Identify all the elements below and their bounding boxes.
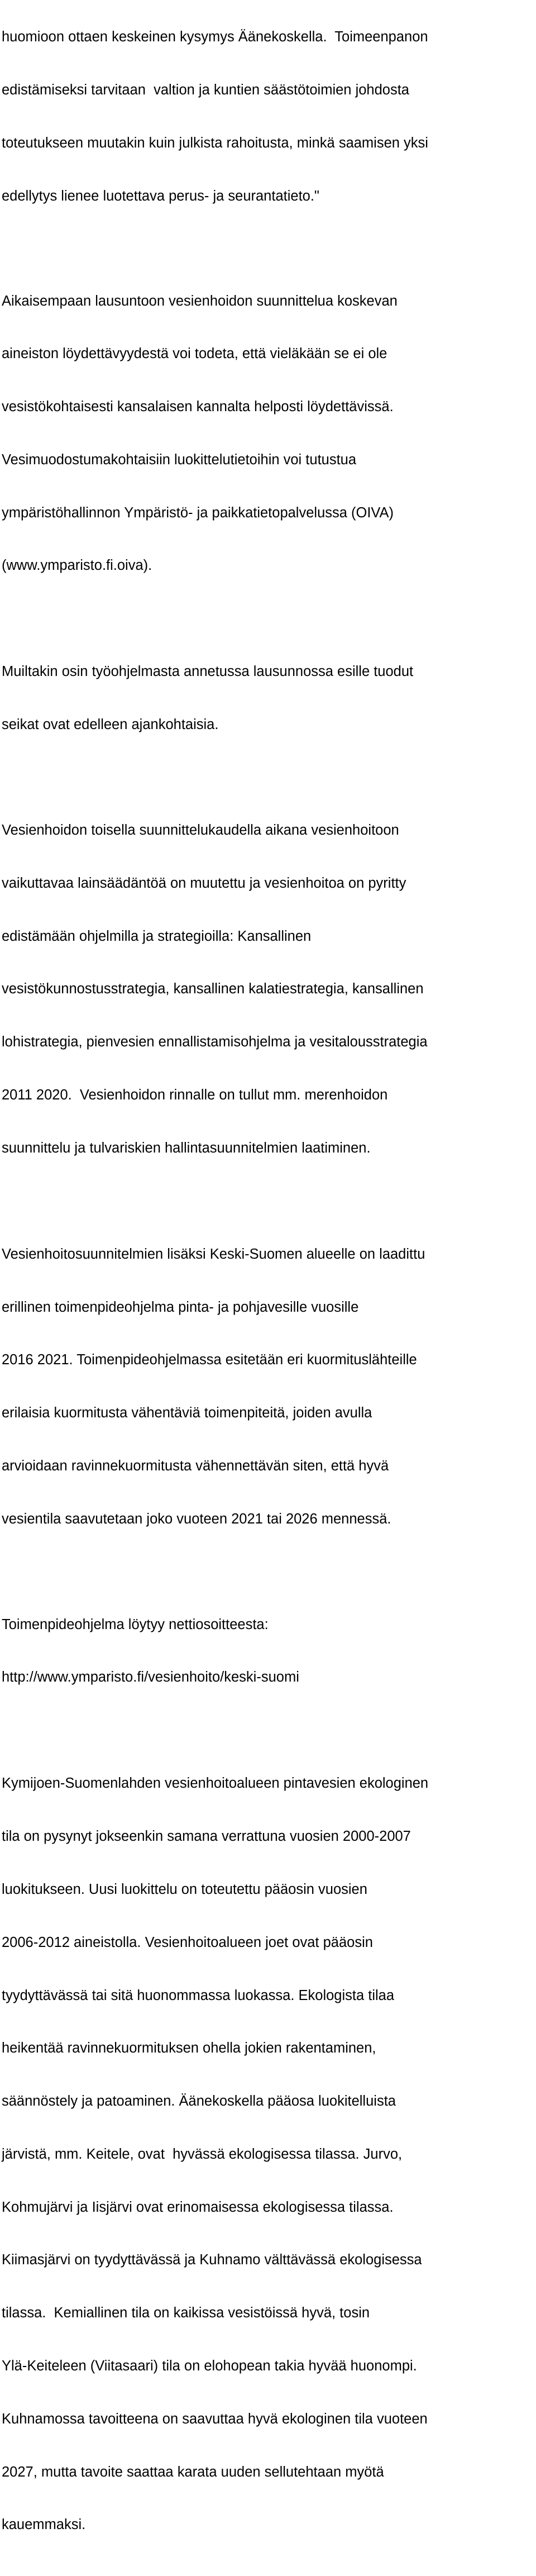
text-line: Kymijoen-Suomenlahden vesienhoitoalueen pintavesien ekologinen	[2, 1775, 429, 1792]
text-line: huomioon ottaen keskeinen kysymys Äänekoskella. Toimeenpanon	[2, 29, 428, 45]
text-line: vaikuttavaa lainsäädäntöä on muutettu ja vesienhoitoa on pyritty	[2, 875, 406, 891]
text-line: säännöstely ja patoaminen. Äänekoskella pääosa luokitelluista	[2, 2093, 396, 2110]
text-line: Vesienhoidon toisella suunnittelukaudella aikana vesienhoitoon	[2, 822, 399, 839]
text-line: 2006-2012 aineistolla. Vesienhoitoalueen joet ovat pääosin	[2, 1934, 373, 1950]
text-line: toteutukseen muutakin kuin julkista rahoitusta, minkä saamisen yksi	[2, 135, 428, 151]
text-line: 2016 2021. Toimenpideohjelmassa esitetään eri kuormituslähteille	[2, 1352, 417, 1368]
text-line: vesientila saavutetaan joko vuoteen 2021 tai 2026 mennessä.	[2, 1511, 391, 1527]
text-line: erillinen toimenpideohjelma pinta- ja pohjavesille vuosille	[2, 1299, 359, 1315]
text-line: lohistrategia, pienvesien ennallistamisohjelma ja vesitalousstrategia	[2, 1034, 428, 1050]
text-line: ympäristöhallinnon Ympäristö- ja paikkatietopalvelussa (OIVA)	[2, 504, 394, 521]
text-line: tila on pysynyt jokseenkin samana verrattuna vuosien 2000-2007	[2, 1829, 411, 1845]
text-line: Vesienhoitosuunnitelmien lisäksi Keski-Suomen alueelle on laadittu	[2, 1246, 425, 1262]
text-line: 2011 2020. Vesienhoidon rinnalle on tullut mm. merenhoidon	[2, 1087, 388, 1103]
text-line: tilassa. Kemiallinen tila on kaikissa vesistöissä hyvä, tosin	[2, 2305, 370, 2321]
paragraph-implementation-funding	[2, 0, 536, 240]
paragraph-action-programme	[2, 1211, 536, 1564]
text-line: Kiimasjärvi on tyydyttävässä ja Kuhnamo välttävässä ekologisessa	[2, 2252, 422, 2268]
text-line: erilaisia kuormitusta vähentäviä toimenpiteitä, joiden avulla	[2, 1405, 372, 1421]
text-line: edistämään ohjelmilla ja strategioilla: Kansallinen	[2, 928, 312, 944]
text-line: Ylä-Keiteleen (Viitasaari) tila on elohopean takia hyvää huonompi.	[2, 2358, 417, 2374]
text-line: seikat ovat edelleen ajankohtaisia.	[2, 717, 219, 733]
paragraph-programme-url	[2, 1580, 536, 1722]
text-line: 2027, mutta tavoite saattaa karata uuden sellutehtaan myötä	[2, 2464, 384, 2480]
text-line: tyydyttävässä tai sitä huonommassa luokassa. Ekologista tilaa	[2, 1987, 395, 2003]
text-line: suunnittelu ja tulvariskien hallintasuunnitelmien laatiminen.	[2, 1140, 371, 1156]
text-line: Aikaisempaan lausuntoon vesienhoidon suunnittelua koskevan	[2, 293, 398, 309]
paragraph-other-points	[2, 628, 536, 769]
paragraph-ecological-status	[2, 1740, 536, 2569]
text-line: järvistä, mm. Keitele, ovat hyvässä ekologisessa tilassa. Jurvo,	[2, 2146, 403, 2162]
text-line: luokitukseen. Uusi luokittelu on toteutettu pääosin vuosien	[2, 1881, 367, 1897]
text-line: arvioidaan ravinnekuormitusta vähennettävän siten, että hyvä	[2, 1458, 389, 1474]
paragraph-material-findability	[2, 257, 536, 610]
text-line: vesistökunnostusstrategia, kansallinen kalatiestrategia, kansallinen	[2, 981, 424, 997]
text-line: (www.ymparisto.fi.oiva).	[2, 558, 152, 574]
text-line: kauemmaksi.	[2, 2517, 86, 2533]
programme-url-text: http://www.ymparisto.fi/vesienhoito/keski-suomi	[2, 1669, 299, 1685]
text-line: edellytys lienee luotettava perus- ja seurantatieto."	[2, 188, 319, 204]
paragraph-second-planning-period	[2, 787, 536, 1193]
text-line: Kuhnamossa tavoitteena on saavuttaa hyvä ekologinen tila vuoteen	[2, 2411, 428, 2427]
text-line: aineiston löydettävyydestä voi todeta, että vieläkään se ei ole	[2, 346, 387, 362]
text-line: Kohmujärvi ja Iisjärvi ovat erinomaisessa ekologisessa tilassa.	[2, 2199, 394, 2215]
text-line: Muiltakin osin työohjelmasta annetussa lausunnossa esille tuodut	[2, 664, 414, 680]
text-line: vesistökohtaisesti kansalaisen kannalta helposti löydettävissä.	[2, 399, 394, 415]
text-line: Toimenpideohjelma löytyy nettiosoitteesta:	[2, 1616, 269, 1632]
text-line: Vesimuodostumakohtaisiin luokittelutietoihin voi tutustua	[2, 451, 357, 468]
text-line: heikentää ravinnekuormituksen ohella jokien rakentaminen,	[2, 2040, 376, 2056]
text-line: edistämiseksi tarvitaan valtion ja kuntien säästötoimien johdosta	[2, 82, 409, 98]
